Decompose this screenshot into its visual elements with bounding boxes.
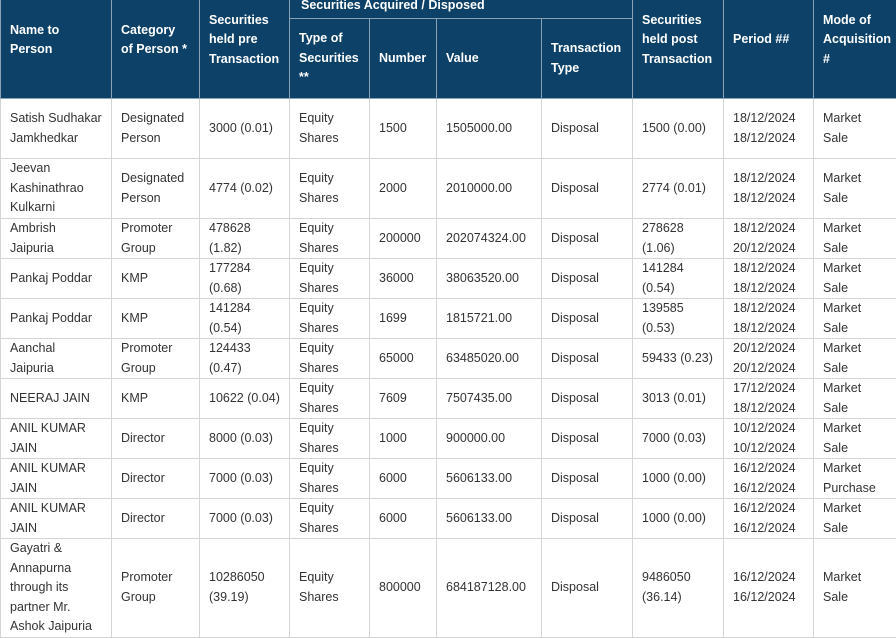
table-row [1,539,896,638]
cell-value: 7507435.00 [437,379,542,419]
cell-number: 1500 [370,99,437,159]
cell-pre-holding: 10622 (0.04) [200,379,290,419]
col-group-header-label: Securities Acquired / Disposed [299,0,485,12]
cell-category: Designated Person [112,159,200,219]
cell-type: Equity Shares [290,259,370,299]
cell-type: Equity Shares [290,339,370,379]
cell-category: Director [112,499,200,539]
cell-value: 2010000.00 [437,159,542,219]
table-row [1,379,896,419]
col-header-number: Number [370,19,437,99]
cell-transaction-type: Disposal [542,339,633,379]
cell-name: Aanchal Jaipuria [1,339,112,379]
cell-category: KMP [112,259,200,299]
col-header-post-holding: Securities held post Transaction [633,0,724,99]
cell-post-holding: 1500 (0.00) [633,99,724,159]
col-header-name: Name to Person [1,0,112,99]
cell-transaction-type: Disposal [542,419,633,459]
cell-value: 63485020.00 [437,339,542,379]
cell-category: Designated Person [112,99,200,159]
cell-type: Equity Shares [290,499,370,539]
cell-type: Equity Shares [290,379,370,419]
col-header-pre-holding: Securities held pre Transaction [200,0,290,99]
table-row [1,459,896,499]
cell-name: Jeevan Kashinathrao Kulkarni [1,159,112,219]
cell-number: 6000 [370,459,437,499]
cell-category: KMP [112,379,200,419]
table-row [1,159,896,219]
cell-period: 16/12/2024 16/12/2024 [724,539,814,638]
cell-type: Equity Shares [290,159,370,219]
cell-transaction-type: Disposal [542,99,633,159]
cell-pre-holding: 8000 (0.03) [200,419,290,459]
cell-category: Promoter Group [112,539,200,638]
cell-value: 5606133.00 [437,499,542,539]
cell-pre-holding: 4774 (0.02) [200,159,290,219]
cell-mode: Market Sale [814,259,896,299]
cell-post-holding: 9486050 (36.14) [633,539,724,638]
cell-period: 20/12/2024 20/12/2024 [724,339,814,379]
cell-pre-holding: 10286050 (39.19) [200,539,290,638]
cell-name: Gayatri & Annapurna through its partner Mr. Ashok Jaipuria [1,539,112,638]
col-header-mode: Mode of Acquisition # [814,0,896,99]
cell-category: Promoter Group [112,339,200,379]
cell-number: 36000 [370,259,437,299]
cell-period: 17/12/2024 18/12/2024 [724,379,814,419]
cell-category: Promoter Group [112,219,200,259]
cell-pre-holding: 478628 (1.82) [200,219,290,259]
col-header-category: Category of Person * [112,0,200,99]
cell-mode: Market Sale [814,159,896,219]
cell-name: Satish Sudhakar Jamkhedkar [1,99,112,159]
cell-period: 18/12/2024 18/12/2024 [724,259,814,299]
cell-post-holding: 7000 (0.03) [633,419,724,459]
cell-mode: Market Sale [814,299,896,339]
cell-name: Ambrish Jaipuria [1,219,112,259]
cell-value: 1505000.00 [437,99,542,159]
cell-type: Equity Shares [290,459,370,499]
cell-number: 1699 [370,299,437,339]
cell-mode: Market Purchase [814,459,896,499]
cell-transaction-type: Disposal [542,539,633,638]
cell-name: ANIL KUMAR JAIN [1,459,112,499]
cell-period: 18/12/2024 18/12/2024 [724,99,814,159]
cell-pre-holding: 141284 (0.54) [200,299,290,339]
cell-period: 18/12/2024 18/12/2024 [724,159,814,219]
col-group-header [290,0,633,19]
cell-number: 1000 [370,419,437,459]
table-row [1,419,896,459]
table-row [1,219,896,259]
cell-value: 1815721.00 [437,299,542,339]
cell-value: 202074324.00 [437,219,542,259]
cell-transaction-type: Disposal [542,159,633,219]
table-row [1,339,896,379]
cell-transaction-type: Disposal [542,459,633,499]
cell-type: Equity Shares [290,539,370,638]
cell-period: 10/12/2024 10/12/2024 [724,419,814,459]
cell-period: 18/12/2024 20/12/2024 [724,219,814,259]
cell-post-holding: 2774 (0.01) [633,159,724,219]
cell-number: 65000 [370,339,437,379]
table-row [1,499,896,539]
cell-post-holding: 278628 (1.06) [633,219,724,259]
col-header-value: Value [437,19,542,99]
cell-mode: Market Sale [814,339,896,379]
cell-value: 900000.00 [437,419,542,459]
col-header-type: Type of Securities ** [290,19,370,99]
col-header-period: Period ## [724,0,814,99]
cell-number: 6000 [370,499,437,539]
table-header [1,0,896,99]
cell-category: Director [112,459,200,499]
cell-pre-holding: 7000 (0.03) [200,499,290,539]
cell-value: 5606133.00 [437,459,542,499]
cell-post-holding: 3013 (0.01) [633,379,724,419]
cell-transaction-type: Disposal [542,499,633,539]
cell-pre-holding: 3000 (0.01) [200,99,290,159]
cell-mode: Market Sale [814,499,896,539]
table-row [1,299,896,339]
cell-value: 38063520.00 [437,259,542,299]
cell-mode: Market Sale [814,419,896,459]
cell-post-holding: 1000 (0.00) [633,499,724,539]
col-header-transaction-type: Transaction Type [542,19,633,99]
cell-type: Equity Shares [290,219,370,259]
cell-mode: Market Sale [814,99,896,159]
cell-mode: Market Sale [814,219,896,259]
cell-number: 200000 [370,219,437,259]
cell-category: Director [112,419,200,459]
cell-type: Equity Shares [290,419,370,459]
cell-number: 7609 [370,379,437,419]
cell-post-holding: 59433 (0.23) [633,339,724,379]
cell-mode: Market Sale [814,539,896,638]
cell-transaction-type: Disposal [542,299,633,339]
cell-transaction-type: Disposal [542,219,633,259]
cell-post-holding: 141284 (0.54) [633,259,724,299]
cell-name: NEERAJ JAIN [1,379,112,419]
cell-pre-holding: 124433 (0.47) [200,339,290,379]
cell-pre-holding: 177284 (0.68) [200,259,290,299]
cell-name: Pankaj Poddar [1,259,112,299]
table-row [1,99,896,159]
cell-number: 800000 [370,539,437,638]
table-row [1,259,896,299]
cell-period: 16/12/2024 16/12/2024 [724,459,814,499]
cell-transaction-type: Disposal [542,379,633,419]
table-body [1,99,896,638]
cell-type: Equity Shares [290,299,370,339]
cell-period: 16/12/2024 16/12/2024 [724,499,814,539]
cell-type: Equity Shares [290,99,370,159]
cell-name: ANIL KUMAR JAIN [1,499,112,539]
cell-transaction-type: Disposal [542,259,633,299]
cell-name: ANIL KUMAR JAIN [1,419,112,459]
cell-category: KMP [112,299,200,339]
cell-mode: Market Sale [814,379,896,419]
cell-pre-holding: 7000 (0.03) [200,459,290,499]
cell-post-holding: 139585 (0.53) [633,299,724,339]
cell-number: 2000 [370,159,437,219]
cell-value: 684187128.00 [437,539,542,638]
cell-name: Pankaj Poddar [1,299,112,339]
cell-post-holding: 1000 (0.00) [633,459,724,499]
cell-period: 18/12/2024 18/12/2024 [724,299,814,339]
